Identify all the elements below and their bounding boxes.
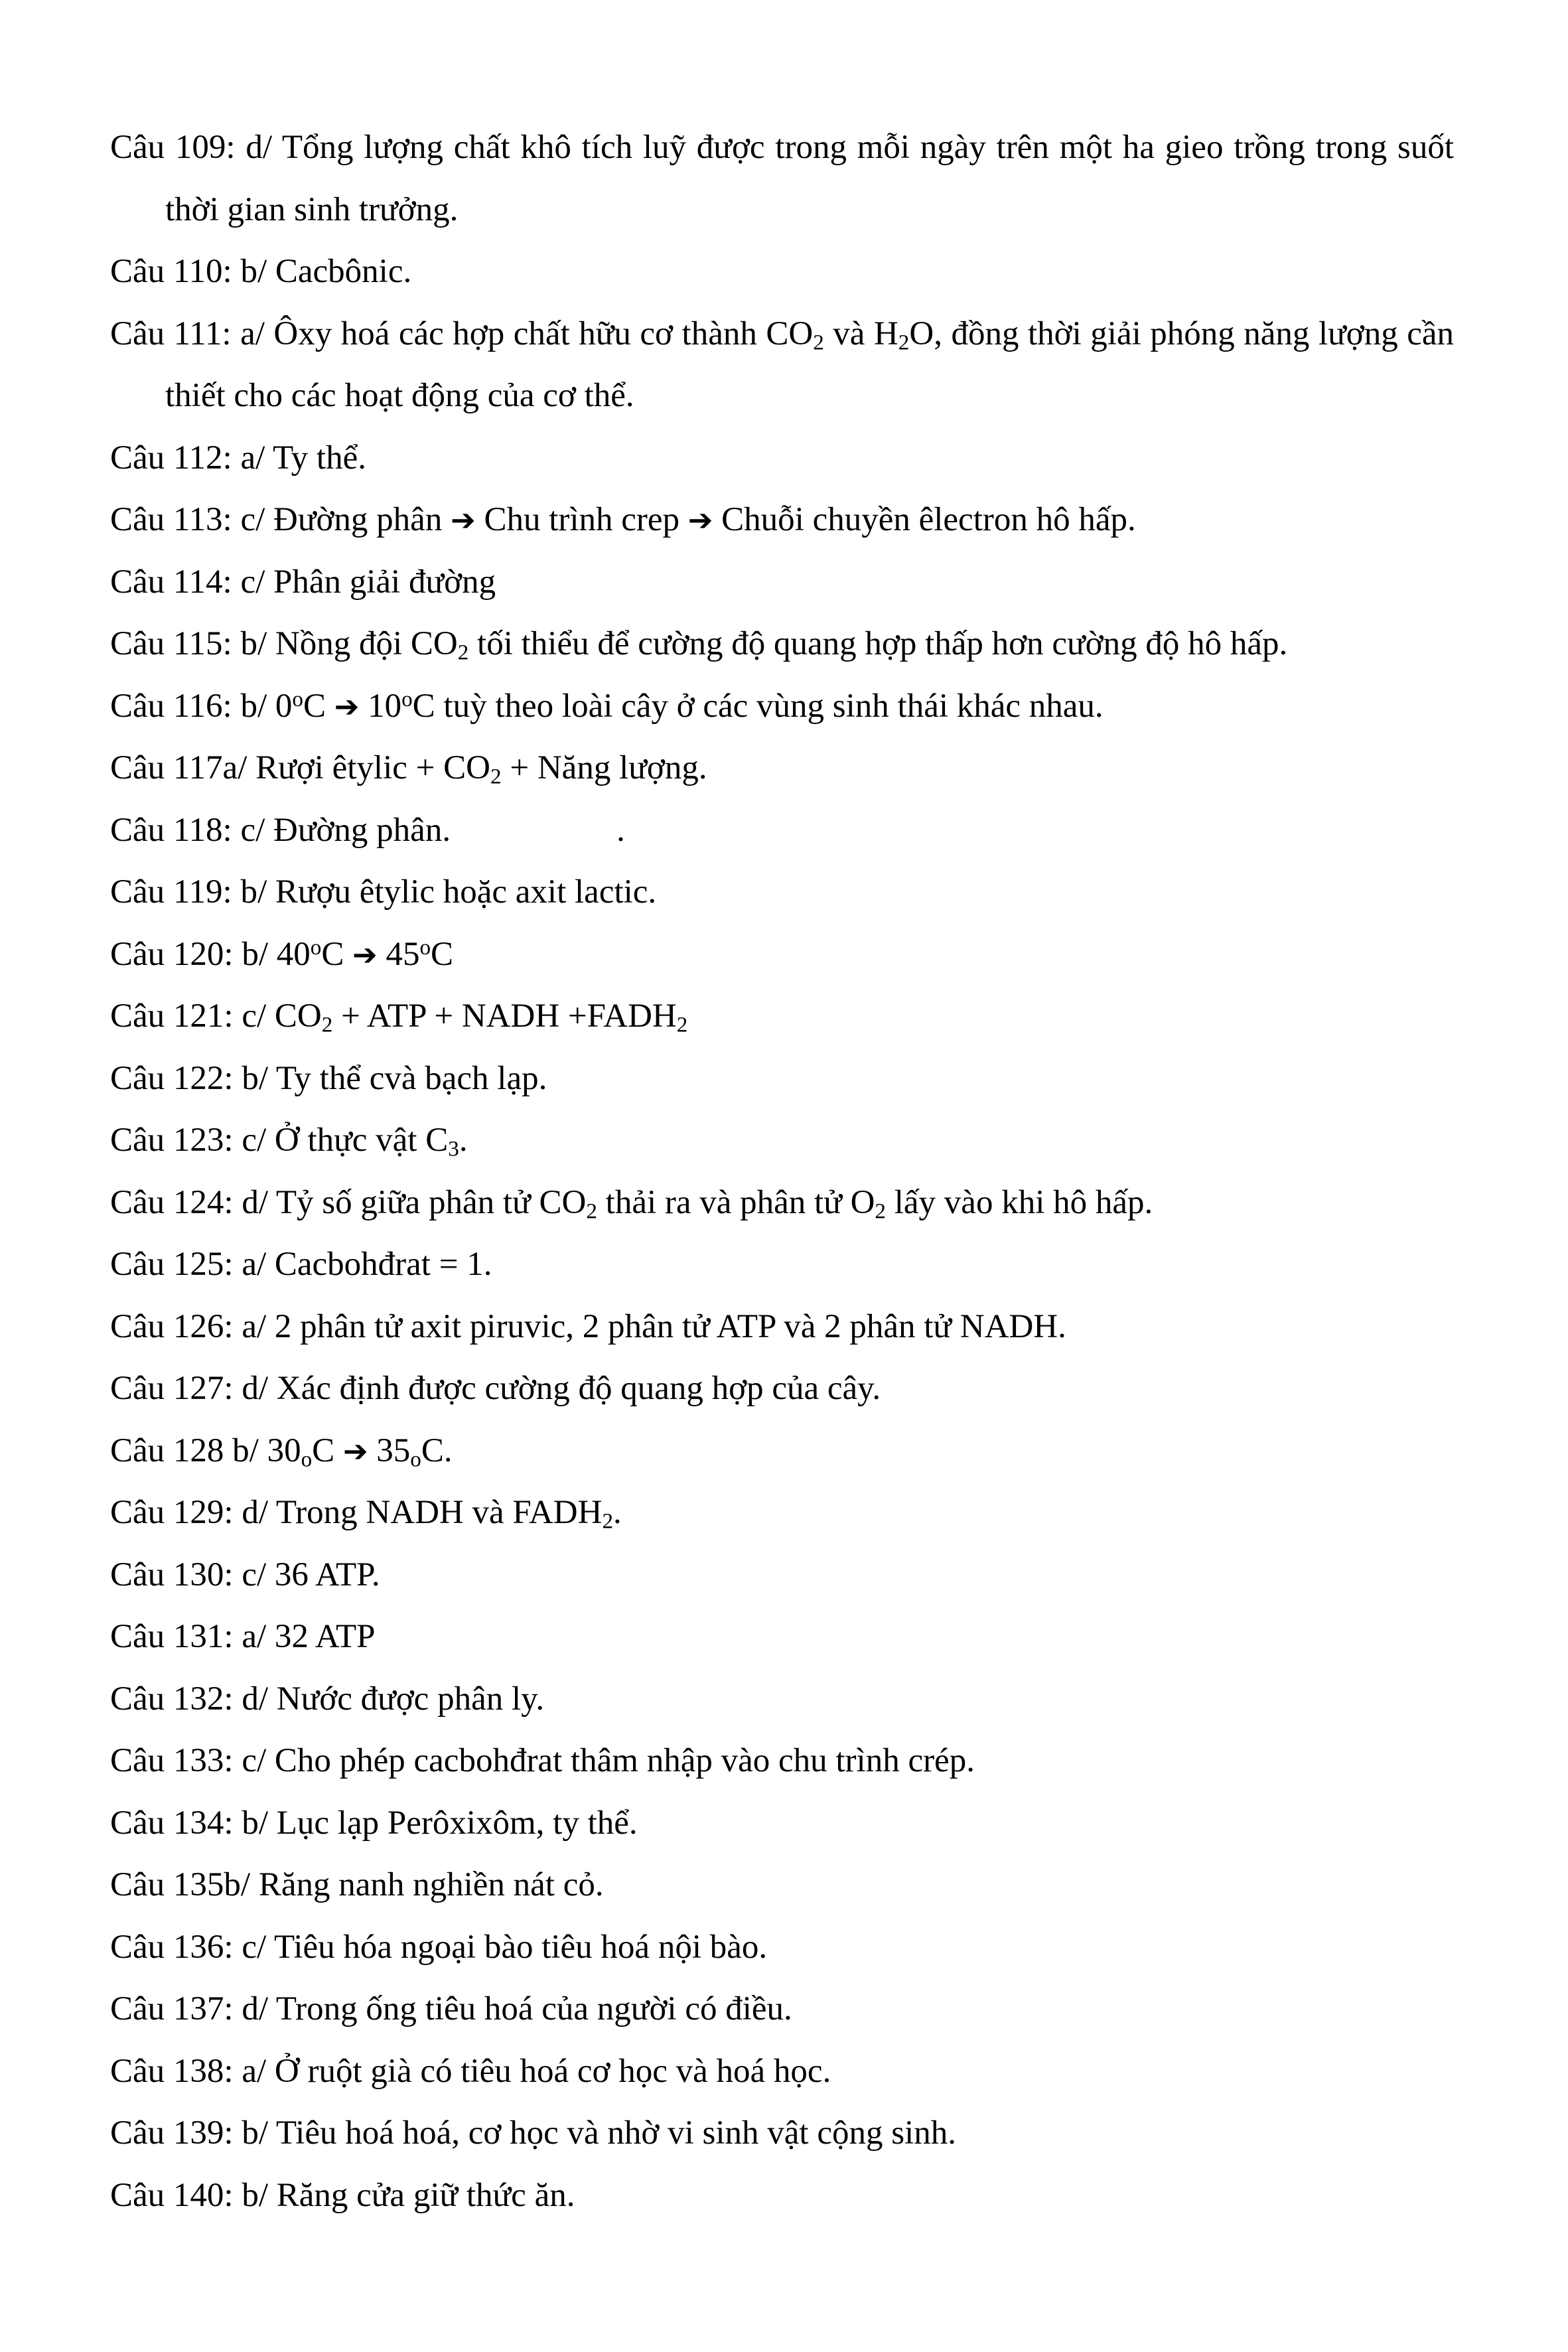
answer-124: Câu 124: d/ Tỷ số giữa phân tử $CO_2$ thải ra và phân tử $O_2$ lấy vào khi hô hấp. [110,1183,1153,1223]
arrow-right-icon: ➔ [352,936,378,972]
answer-126: Câu 126: a/ 2 phân tử axit piruvic, 2 phân tử ATP và 2 phân tử NADH. [110,1307,1066,1345]
answer-136: Câu 136: c/ Tiêu hóa ngoại bào tiêu hoá nội bào. [110,1928,768,1966]
answer-140: Câu 140: b/ Răng cửa giữ thức ăn. [110,2176,575,2214]
answer-list [110,117,1454,2227]
answer-132: Câu 132: d/ Nước được phân ly. [110,1680,545,1718]
answer-135: Câu 135b/ Răng nanh nghiền nát cỏ. [110,1866,604,1903]
answer-128: Câu 128 b/ $30_oC$ ➔ $35_oC$. [110,1432,453,1471]
answer-123: Câu 123: c/ Ở thực vật $C_3$. [110,1122,468,1161]
answer-138: Câu 138: a/ Ở ruột già có tiêu hoá cơ học và hoá học. [110,2052,831,2090]
arrow-right-icon: ➔ [451,502,476,538]
arrow-right-icon: ➔ [687,502,713,538]
answer-127: Câu 127: d/ Xác định được cường độ quang hợp của cây. [110,1370,881,1407]
answer-122: Câu 122: b/ Ty thể cvà bạch lạp. [110,1059,547,1097]
answer-109: Câu 109: d/ Tổng lượng chất khô tích luỹ được trong mỗi ngày trên một ha gieo trồng trong suốt thời gian sinh trưởng. [110,129,1455,228]
answer-114: Câu 114: c/ Phân giải đường [110,563,496,601]
answer-129: Câu 129: d/ Trong NADH và $FADH_2$. [110,1494,622,1534]
answer-131: Câu 131: a/ 32 ATP [110,1618,376,1655]
answer-133: Câu 133: c/ Cho phép cacbohđrat thâm nhập vào chu trình crép. [110,1742,975,1779]
arrow-right-icon: ➔ [334,688,360,724]
answer-112: Câu 112: a/ Ty thể. [110,439,366,477]
answer-130: Câu 130: c/ 36 ATP. [110,1556,380,1593]
answer-139: Câu 139: b/ Tiêu hoá hoá, cơ học và nhờ vi sinh vật cộng sinh. [110,2114,957,2152]
answer-115: Câu 115: b/ Nồng đội $CO_2$ tối thiểu để cường độ quang hợp thấp hơn cường độ hô hấp. [110,625,1288,665]
answer-120: Câu 120: b/ 40$^o$C ➔ 45$^o$C [110,934,454,973]
answer-121: Câu 121: c/ $CO_2$ + ATP + NADH $+FADH_2$ [110,997,688,1037]
answer-110: Câu 110: b/ Cacbônic. [110,253,412,290]
answer-125: Câu 125: a/ Cacbohđrat = 1. [110,1246,492,1283]
answer-116: Câu 116: b/ 0$^o$C ➔ 10$^o$C tuỳ theo loài cây ở các vùng sinh thái khác nhau. [110,686,1104,725]
arrow-right-icon: ➔ [342,1433,368,1469]
answer-113: Câu 113: c/ Đường phân ➔ Chu trình crep ➔ Chuỗi chuyền êlectron hô hấp. [110,501,1136,538]
answer-119: Câu 119: b/ Rượu êtylic hoặc axit lactic. [110,873,657,911]
answer-117: Câu 117a/ Rượi êtylic + $CO_2$ + Năng lượng. [110,749,707,789]
answer-111: Câu 111: a/ Ôxy hoá các hợp chất hữu cơ thành $CO_2$ và $H_2O$, đồng thời giải phóng năng lượng cần thiết cho các hoạt động của cơ thể. [110,315,1455,414]
answer-118: Câu 118: c/ Đường phân. . [110,811,625,849]
answer-134: Câu 134: b/ Lục lạp Perôxixôm, ty thể. [110,1804,638,1842]
answer-137: Câu 137: d/ Trong ống tiêu hoá của người có điều. [110,1990,792,2027]
